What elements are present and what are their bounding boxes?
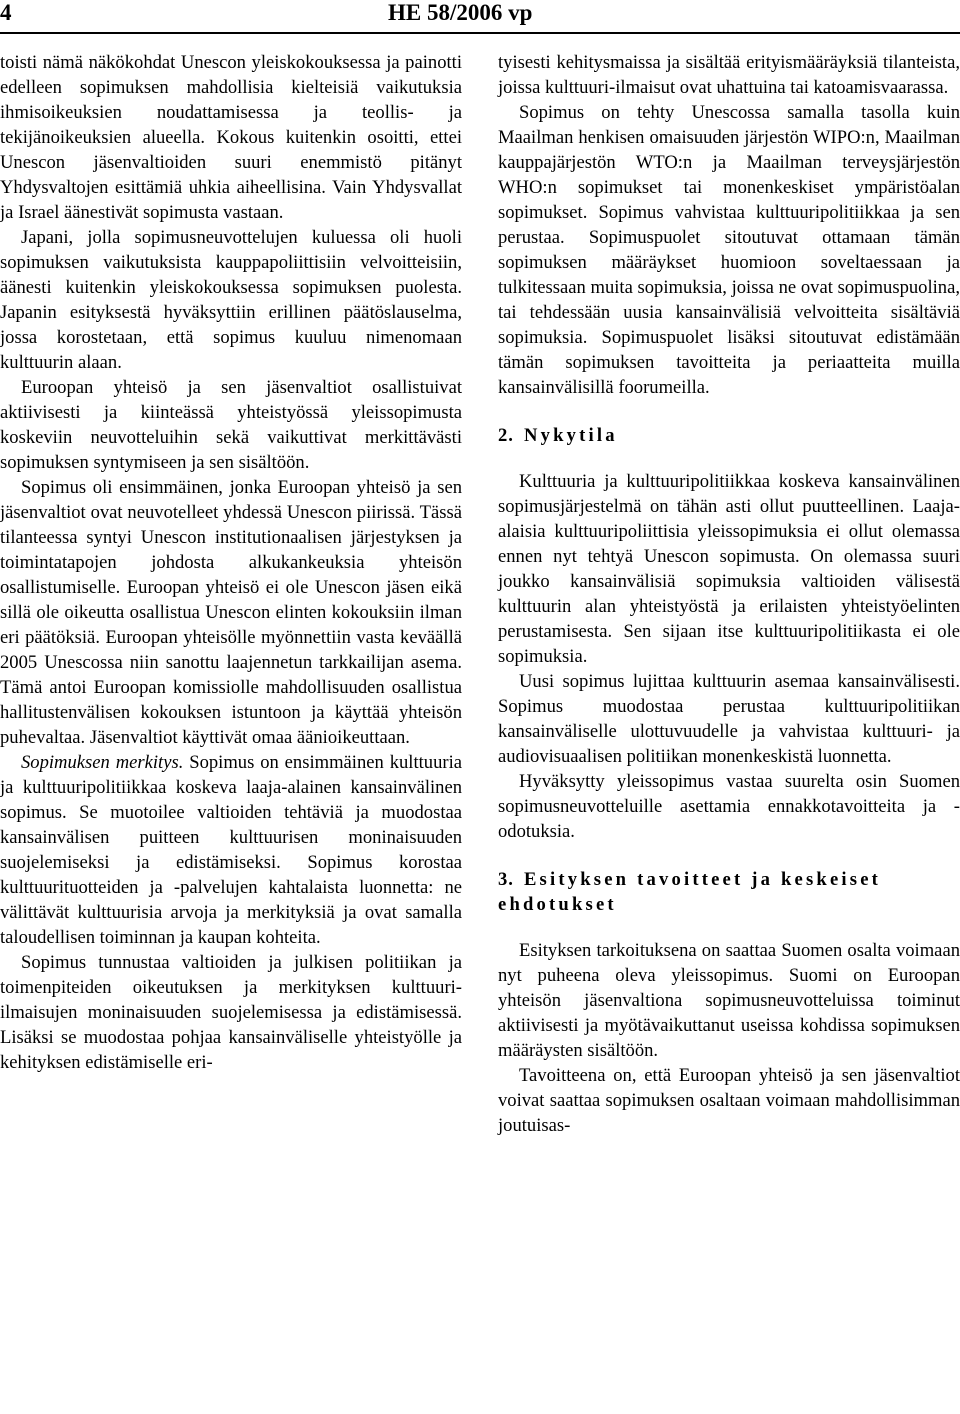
paragraph: tyisesti kehitysmaissa ja sisältää erityismääräyksiä tilanteista, joissa kulttuuri-ilmaisut ovat uhattuina tai katoamisvaarassa. (498, 52, 960, 98)
paragraph: Japani, jolla sopimusneuvottelujen kuluessa oli huoli sopimuksen vaikutuksista kauppapoliittisiin velvoitteisiin, äänesti kuitenkin yleiskokouksessa sopimuksen puolesta. Japanin esityksestä hyväksyttiin erillinen päätöslauselma, jossa korostetaan, että sopimus kuuluu nimenomaan kulttuurin alaan. (0, 227, 462, 373)
paragraph: Tavoitteena on, että Euroopan yhteisö ja sen jäsenvaltiot voivat saattaa sopimuksen osaltaan voimaan mahdollisimman joutuisas- (498, 1065, 960, 1136)
paragraph: toisti nämä näkökohdat Unescon yleiskokouksessa ja painotti edelleen sopimuksen mahdollisia kielteisiä vaikutuksia ihmisoikeuksien noudattamisessa ja teollis- ja tekijänoikeuksien alueella. Kokous kuitenkin osoitti, ettei Unescon jäsenvaltioiden suuri enemmistö pitänyt Yhdysvaltojen esittämiä uhkia aiheellisina. Vain Yhdysvallat ja Israel äänestivät sopimusta vastaan. (0, 52, 462, 223)
paragraph: Sopimus oli ensimmäinen, jonka Euroopan yhteisö ja sen jäsenvaltiot ovat neuvotelleet yhdessä Unescon piirissä. Tässä tilanteessa syntyi Unescon institutionaalisen järjestyksen ja toimintatapojen johdosta alkukankeuksia yhteisön osallistumiselle. Euroopan yhteisö ei ole Unescon jäsen eikä sillä ole oikeutta osallistua Unescon elinten kokouksiin ilman eri päätöksiä. Euroopan yhteisölle myönnettiin vasta keväällä 2005 Unescossa niin sanottu laajennetun tarkkailijan asema. Tämä antoi Euroopan komissiolle mahdollisuuden osallistua hallitustenvälisen kokouksen istuntoon ja käyttää yhteisön puhevaltaa. Jäsenvaltiot käyttivät omaa äänioikeuttaan. (0, 477, 462, 748)
section-heading-2 (498, 423, 960, 448)
paragraph: Kulttuuria ja kulttuuripolitiikkaa koskeva kansainvälinen sopimusjärjestelmä on tähän asti ollut puutteellinen. Laaja-alaisia kulttuuripoliittisia yleissopimuksia ei ollut olemassa ennen nyt tehtyä Unescon sopimusta. On olemassa suuri joukko kansainvälisiä sopimuksia valtioiden välisestä kulttuurin alan yhteistyöstä ja erilaisten yhteistyöelinten perustamisesta. Sen sijaan itse kulttuuripolitiikasta ei ole sopimuksia. (498, 471, 960, 667)
paragraph-body: Sopimus on ensimmäinen kulttuuria ja kulttuuripolitiikkaa koskeva laaja-alainen kansainvälinen sopimus. Se muotoilee valtioiden tehtäviä ja muodostaa kansainvälisen puitteen kulttuurisen moninaisuuden suojelemiseksi ja edistämiseksi. Sopimus korostaa kulttuurituotteiden ja -palvelujen kahtalaista luonnetta: ne välittävät kulttuurisia arvoja ja merkityksiä ja ovat samalla taloudellisen toiminnan ja kaupan kohteita. (0, 752, 462, 948)
paragraph: Sopimus tunnustaa valtioiden ja julkisen politiikan ja toimenpiteiden oikeutuksen ja merkityksen kulttuuri-ilmaisujen moninaisuuden suojelemisessa ja edistämisessä. Lisäksi se muodostaa pohjaa kansainväliselle yhteistyölle ja kehityksen edistämiselle eri- (0, 952, 462, 1073)
page-header (0, 0, 960, 30)
document-id: HE 58/2006 vp (388, 0, 533, 25)
paragraph: Euroopan yhteisö ja sen jäsenvaltiot osallistuivat aktiivisesti ja kiinteässä yhteistyössä yleissopimusta koskeviin neuvotteluihin sekä vaikuttivat merkittävästi sopimuksen syntymiseen ja sen sisältöön. (0, 377, 462, 473)
paragraph-lead: Sopimuksen merkitys. (21, 752, 184, 773)
section-number: 2. (498, 425, 514, 446)
section-number: 3. (498, 869, 514, 890)
paragraph (0, 750, 462, 950)
section-title: Esityksen tavoitteet ja keskeiset ehdotukset (498, 869, 882, 915)
section-heading-3 (498, 867, 960, 917)
header-rule (0, 32, 960, 34)
right-column (498, 50, 960, 1138)
section-title: Nykytila (523, 425, 618, 446)
paragraph: Uusi sopimus lujittaa kulttuurin asemaa kansainvälisesti. Sopimus muodostaa perustaa kulttuuripolitiikan kansainväliselle ulottuvuudelle ja vahvistaa kulttuuri- ja audiovisuaalisen politiikan monenkeskistä luonnetta. (498, 671, 960, 767)
paragraph: Esityksen tarkoituksena on saattaa Suomen osalta voimaan nyt puheena oleva yleissopimus. Suomi on Euroopan yhteisön jäsenvaltiona sopimusneuvotteluissa toiminut aktiivisesti ja myötävaikuttanut useissa kohdissa sopimuksen määräysten sisältöön. (498, 940, 960, 1061)
paragraph: Hyväksytty yleissopimus vastaa suurelta osin Suomen sopimusneuvotteluille asettamia ennakkotavoitteita ja -odotuksia. (498, 771, 960, 842)
page-number: 4 (0, 0, 12, 25)
left-column (0, 50, 462, 1075)
paragraph: Sopimus on tehty Unescossa samalla tasolla kuin Maailman henkisen omaisuuden järjestön WIPO:n, Maailman kauppajärjestön WTO:n ja Maailman terveysjärjestön WHO:n sopimukset tai monenkeskiset ympäristöalan sopimukset. Sopimus vahvistaa kulttuuripolitiikkaa ja sen perustaa. Sopimuspuolet sitoutuvat ottamaan tämän sopimuksen määräykset huomioon soveltaessaan ja tulkitessaan muita sopimuksia, joissa ne ovat sopimuspuolina, tai tehdessään uusia kansainvälisiä velvoitteita sisältäviä sopimuksia. Sopimuspuolet lisäksi sitoutuvat edistämään tämän sopimuksen tavoitteita ja periaatteita muilla kansainvälisillä foorumeilla. (498, 102, 960, 398)
